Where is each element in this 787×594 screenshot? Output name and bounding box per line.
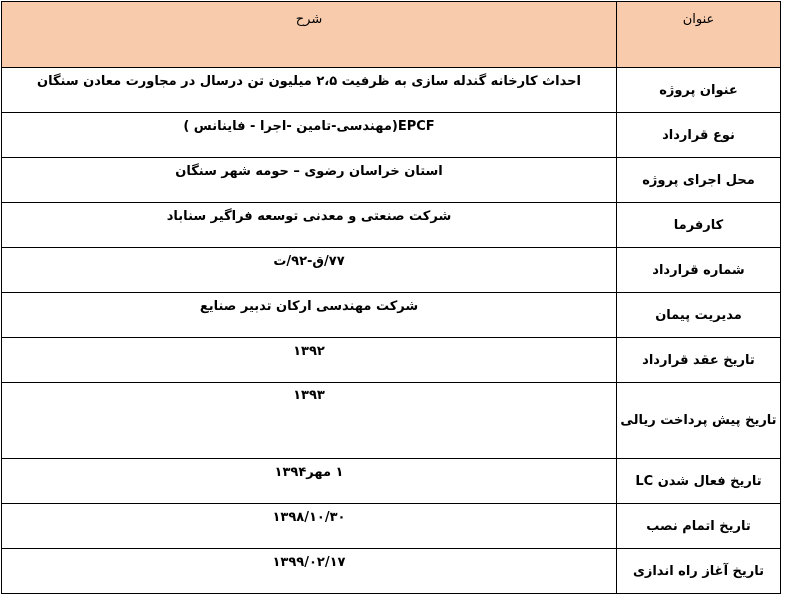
row-description: استان خراسان رضوی – حومه شهر سنگان: [2, 158, 617, 203]
header-description: شرح: [2, 2, 617, 68]
row-title: تاریخ آغاز راه اندازی: [617, 549, 781, 594]
row-title: عنوان پروژه: [617, 68, 781, 113]
table-row: [2, 158, 781, 203]
row-title: کارفرما: [617, 203, 781, 248]
table-row: [2, 113, 781, 158]
row-title: مدیریت پیمان: [617, 293, 781, 338]
table-row: [2, 338, 781, 383]
row-title: شماره قرارداد: [617, 248, 781, 293]
row-title: نوع قرارداد: [617, 113, 781, 158]
row-description: ۷۷/ق-۹۲/ت: [2, 248, 617, 293]
header-title: عنوان: [617, 2, 781, 68]
table-row: [2, 203, 781, 248]
row-description: ۱۳۹۹/۰۲/۱۷: [2, 549, 617, 594]
project-info-table: [1, 1, 781, 594]
row-description: شرکت مهندسی ارکان تدبیر صنایع: [2, 293, 617, 338]
table-row: [2, 459, 781, 504]
table-row: [2, 68, 781, 113]
row-title: تاریخ اتمام نصب: [617, 504, 781, 549]
row-description: احداث کارخانه گندله سازی به ظرفیت ۲،۵ میلیون تن درسال در مجاورت معادن سنگان: [2, 68, 617, 113]
table-row: [2, 504, 781, 549]
table-row: [2, 383, 781, 459]
table-row: [2, 248, 781, 293]
row-title: تاریخ عقد قرارداد: [617, 338, 781, 383]
row-description: EPCF(مهندسی-تامین -اجرا - فاینانس ): [2, 113, 617, 158]
table-row: [2, 549, 781, 594]
row-description: شرکت صنعتی و معدنی توسعه فراگیر سناباد: [2, 203, 617, 248]
table-row: [2, 293, 781, 338]
row-title: تاریخ پیش پرداخت ریالی: [617, 383, 781, 459]
row-description: ۱۳۹۲: [2, 338, 617, 383]
row-title: تاریخ فعال شدن LC: [617, 459, 781, 504]
row-description: ۱۳۹۳: [2, 383, 617, 459]
row-description: ۱۳۹۸/۱۰/۳۰: [2, 504, 617, 549]
row-title: محل اجرای پروژه: [617, 158, 781, 203]
row-description: ۱ مهر۱۳۹۴: [2, 459, 617, 504]
header-row: [2, 2, 781, 68]
